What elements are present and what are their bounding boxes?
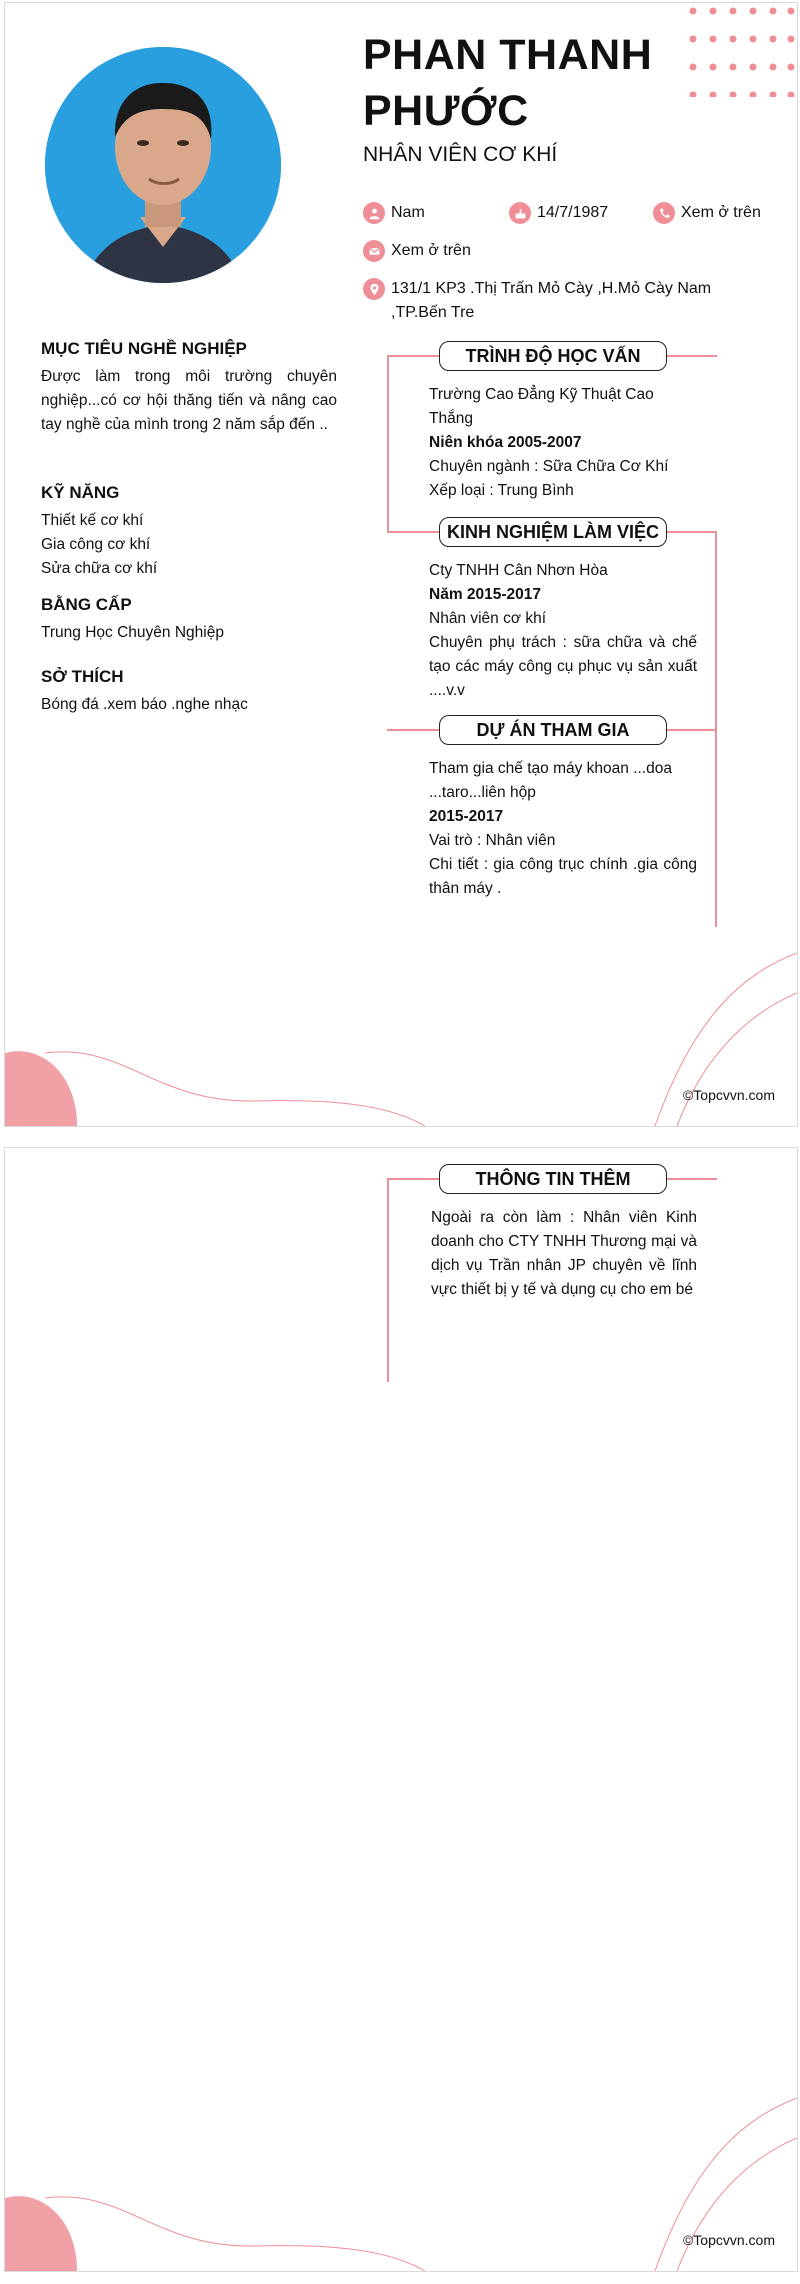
- decorative-curves: [5, 1148, 797, 2271]
- timeline-line: [667, 729, 717, 731]
- address-value: 131/1 KP3 .Thị Trấn Mỏ Cày ,H.Mỏ Cày Nam ,TP.Bến Tre: [391, 280, 712, 321]
- project-name: Tham gia chế tạo máy khoan ...doa ...taro...liên hộp: [429, 760, 672, 801]
- email-value: Xem ở trên: [391, 242, 471, 259]
- timeline-line: [667, 1178, 717, 1180]
- education-school: Trường Cao Đẳng Kỹ Thuật Cao Thắng: [429, 386, 654, 427]
- education-grade: Xếp loại : Trung Bình: [429, 482, 574, 499]
- dots-pattern: [687, 5, 797, 97]
- mail-icon: [363, 240, 385, 262]
- experience-duty: Chuyên phụ trách : sữa chữa và chế tạo các máy công cụ phục vụ sản xuất ....v.v: [429, 634, 697, 699]
- education-heading: TRÌNH ĐỘ HỌC VẤN: [439, 341, 667, 371]
- experience-year: Năm 2015-2017: [429, 586, 542, 603]
- phone-icon: [653, 202, 675, 224]
- timeline-line: [387, 729, 439, 731]
- objective-text: Được làm trong môi trường chuyên nghiệp...có cơ hội thăng tiến và nâng cao tay nghề của mình trong 2 năm sắp đến ..: [41, 368, 337, 433]
- cake-icon: [509, 202, 531, 224]
- timeline-line: [387, 1178, 439, 1180]
- cv-page-2: [4, 1147, 798, 2272]
- timeline-line: [387, 355, 389, 531]
- extra-text: Ngoài ra còn làm : Nhân viên Kinh doanh cho CTY TNHH Thương mại và dịch vụ Trần nhân JP chuyên về lĩnh vực thiết bị y tế và dụng cụ cho em bé: [431, 1209, 697, 1298]
- timeline-line: [387, 355, 439, 357]
- projects-section: [429, 757, 697, 901]
- timeline-line: [387, 1178, 389, 1382]
- hobbies-section: [41, 667, 337, 717]
- profile-photo: [45, 47, 281, 283]
- skills-section: [41, 483, 337, 581]
- experience-section: [429, 559, 697, 703]
- timeline-line: [667, 355, 717, 357]
- project-detail: Chi tiết : gia công trục chính .gia công thân máy .: [429, 856, 697, 897]
- experience-company: Cty TNHH Cân Nhơn Hòa: [429, 562, 608, 579]
- education-major: Chuyên ngành : Sữa Chữa Cơ Khí: [429, 458, 669, 475]
- project-role: Vai trò : Nhân viên: [429, 832, 556, 849]
- skill-item: Sửa chữa cơ khí: [41, 560, 158, 577]
- project-year: 2015-2017: [429, 808, 504, 825]
- skill-item: Thiết kế cơ khí: [41, 512, 144, 529]
- cv-page-1: [4, 2, 798, 1127]
- objective-section: [41, 339, 337, 437]
- birthday-value: 14/7/1987: [537, 204, 609, 221]
- avatar: [45, 47, 281, 283]
- gender-info: [363, 201, 425, 225]
- phone-info: [653, 201, 761, 225]
- degree-text: Trung Học Chuyên Nghiệp: [41, 624, 224, 641]
- degree-section: [41, 595, 337, 645]
- footer-credit: ©Topcvvn.com: [682, 2232, 775, 2248]
- experience-heading: KINH NGHIỆM LÀM VIỆC: [439, 517, 667, 547]
- experience-position: Nhân viên cơ khí: [429, 610, 546, 627]
- skills-heading: KỸ NĂNG: [41, 483, 120, 502]
- education-years: Niên khóa 2005-2007: [429, 434, 582, 451]
- timeline-line: [387, 531, 439, 533]
- phone-value: Xem ở trên: [681, 204, 761, 221]
- gender-value: Nam: [391, 204, 425, 221]
- extra-section: [431, 1206, 697, 1302]
- extra-heading: THÔNG TIN THÊM: [439, 1164, 667, 1194]
- candidate-name: PHAN THANH PHƯỚC: [363, 31, 653, 135]
- address-info: [363, 277, 723, 325]
- hobbies-heading: SỞ THÍCH: [41, 667, 124, 686]
- footer-credit: ©Topcvvn.com: [682, 1087, 775, 1103]
- hobbies-text: Bóng đá .xem báo .nghe nhạc: [41, 696, 248, 713]
- birthday-info: [509, 201, 608, 225]
- map-pin-icon: [363, 278, 385, 300]
- timeline-line: [667, 531, 717, 533]
- job-title: NHÂN VIÊN CƠ KHÍ: [363, 143, 558, 166]
- skill-item: Gia công cơ khí: [41, 536, 151, 553]
- projects-heading: DỰ ÁN THAM GIA: [439, 715, 667, 745]
- degree-heading: BẰNG CẤP: [41, 595, 132, 614]
- objective-heading: MỤC TIÊU NGHỀ NGHIỆP: [41, 339, 247, 358]
- user-icon: [363, 202, 385, 224]
- email-info: [363, 239, 471, 263]
- education-section: [429, 383, 697, 503]
